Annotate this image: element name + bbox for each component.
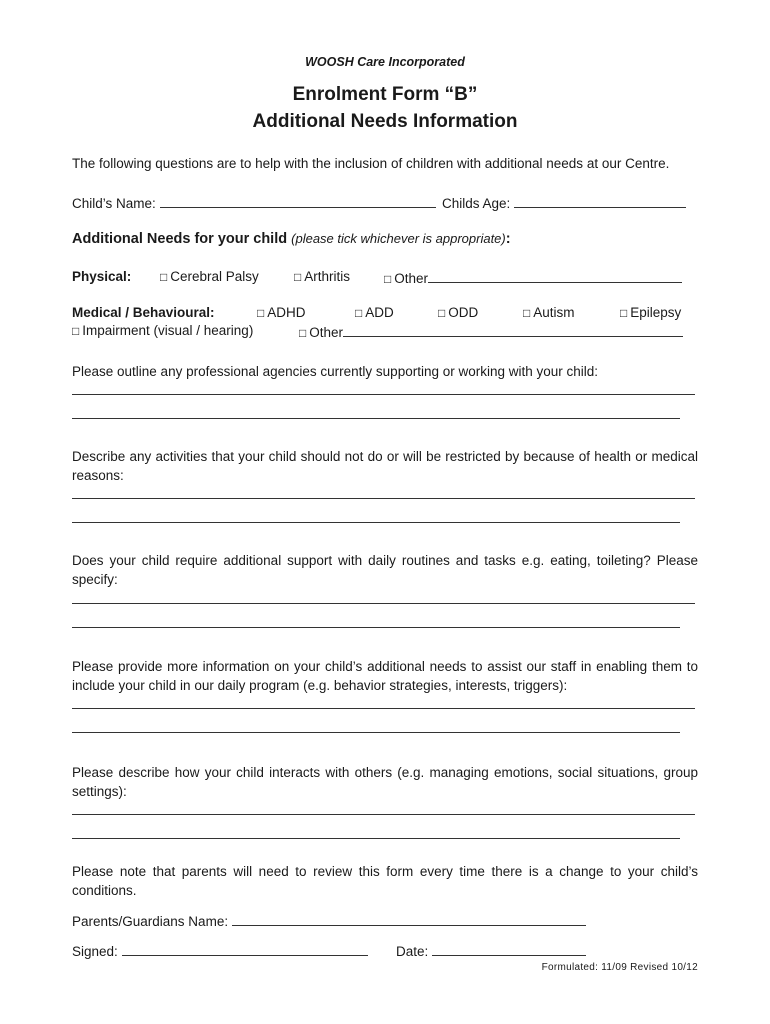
heading-colon: :	[505, 231, 511, 247]
signature-field[interactable]	[122, 942, 368, 956]
option-epilepsy[interactable]: □ Epilepsy	[620, 305, 682, 320]
answer-line[interactable]	[72, 418, 680, 419]
additional-needs-heading	[72, 231, 511, 247]
revision-footer: Formulated: 11/09 Revised 10/12	[541, 962, 698, 973]
signed-label: Signed:	[72, 944, 118, 959]
physical-label: Physical:	[72, 269, 132, 284]
form-title: Enrolment Form “B”	[292, 84, 478, 105]
question-daily-support: Does your child require additional support with daily routines and tasks e.g. eating, toileting? Please specify:	[72, 553, 698, 587]
child-name-label: Child’s Name:	[72, 196, 156, 211]
option-arthritis[interactable]: □ Arthritis	[294, 269, 351, 284]
option-autism[interactable]: □ Autism	[523, 305, 575, 320]
medical-label: Medical / Behavioural:	[72, 305, 215, 320]
answer-line[interactable]	[72, 708, 695, 709]
option-cerebral-palsy[interactable]: □ Cerebral Palsy	[160, 269, 259, 284]
physical-other-field[interactable]	[428, 269, 682, 283]
answer-line[interactable]	[72, 814, 695, 815]
checkbox-icon[interactable]: □	[257, 306, 265, 320]
additional-needs-title: Additional Needs for your child	[72, 231, 288, 247]
date-label: Date:	[396, 944, 429, 959]
review-note: Please note that parents will need to review this form every time there is a change to your child’s conditions.	[72, 864, 698, 898]
checkbox-icon[interactable]: □	[384, 272, 392, 286]
answer-line[interactable]	[72, 603, 695, 604]
option-add[interactable]: □ ADD	[355, 305, 394, 320]
question-restrictions: Describe any activities that your child should not do or will be restricted by because of health or medical reasons:	[72, 449, 698, 483]
question-additional-info: Please provide more information on your child’s additional needs to assist our staff in enabling them to include your child in our daily program (e.g. behavior strategies, interests, triggers):	[72, 659, 698, 693]
guardian-name-field[interactable]	[232, 912, 586, 926]
option-physical-other[interactable]: □ Other	[384, 269, 682, 286]
answer-line[interactable]	[72, 838, 680, 839]
answer-line[interactable]	[72, 498, 695, 499]
answer-line[interactable]	[72, 394, 695, 395]
checkbox-icon[interactable]: □	[72, 324, 80, 338]
date-field[interactable]	[432, 942, 586, 956]
checkbox-icon[interactable]: □	[438, 306, 446, 320]
guardian-name-row	[72, 912, 586, 929]
answer-line[interactable]	[72, 522, 680, 523]
checkbox-icon[interactable]: □	[523, 306, 531, 320]
organization-name: WOOSH Care Incorporated	[305, 55, 465, 69]
question-agencies: Please outline any professional agencies currently supporting or working with your child:	[72, 364, 599, 379]
intro-text: The following questions are to help with the inclusion of children with additional needs at our Centre.	[72, 156, 670, 171]
child-age-field[interactable]	[514, 194, 686, 208]
child-name-row	[72, 194, 436, 211]
child-name-field[interactable]	[160, 194, 436, 208]
option-odd[interactable]: □ ODD	[438, 305, 479, 320]
date-row	[396, 942, 586, 959]
additional-needs-instruction: (please tick whichever is appropriate)	[291, 231, 506, 246]
medical-other-field[interactable]	[343, 323, 683, 337]
answer-line[interactable]	[72, 627, 680, 628]
option-medical-other[interactable]: □ Other	[299, 323, 683, 340]
child-age-row	[442, 194, 686, 211]
option-adhd[interactable]: □ ADHD	[257, 305, 306, 320]
guardian-name-label: Parents/Guardians Name:	[72, 914, 229, 929]
checkbox-icon[interactable]: □	[294, 270, 302, 284]
checkbox-icon[interactable]: □	[620, 306, 628, 320]
child-age-label: Childs Age:	[442, 196, 511, 211]
checkbox-icon[interactable]: □	[160, 270, 168, 284]
question-interactions: Please describe how your child interacts with others (e.g. managing emotions, social situations, group settings):	[72, 765, 698, 799]
checkbox-icon[interactable]: □	[355, 306, 363, 320]
form-subtitle: Additional Needs Information	[252, 111, 518, 132]
signed-row	[72, 942, 368, 959]
option-impairment[interactable]: □ Impairment (visual / hearing)	[72, 323, 254, 338]
checkbox-icon[interactable]: □	[299, 326, 307, 340]
answer-line[interactable]	[72, 732, 680, 733]
